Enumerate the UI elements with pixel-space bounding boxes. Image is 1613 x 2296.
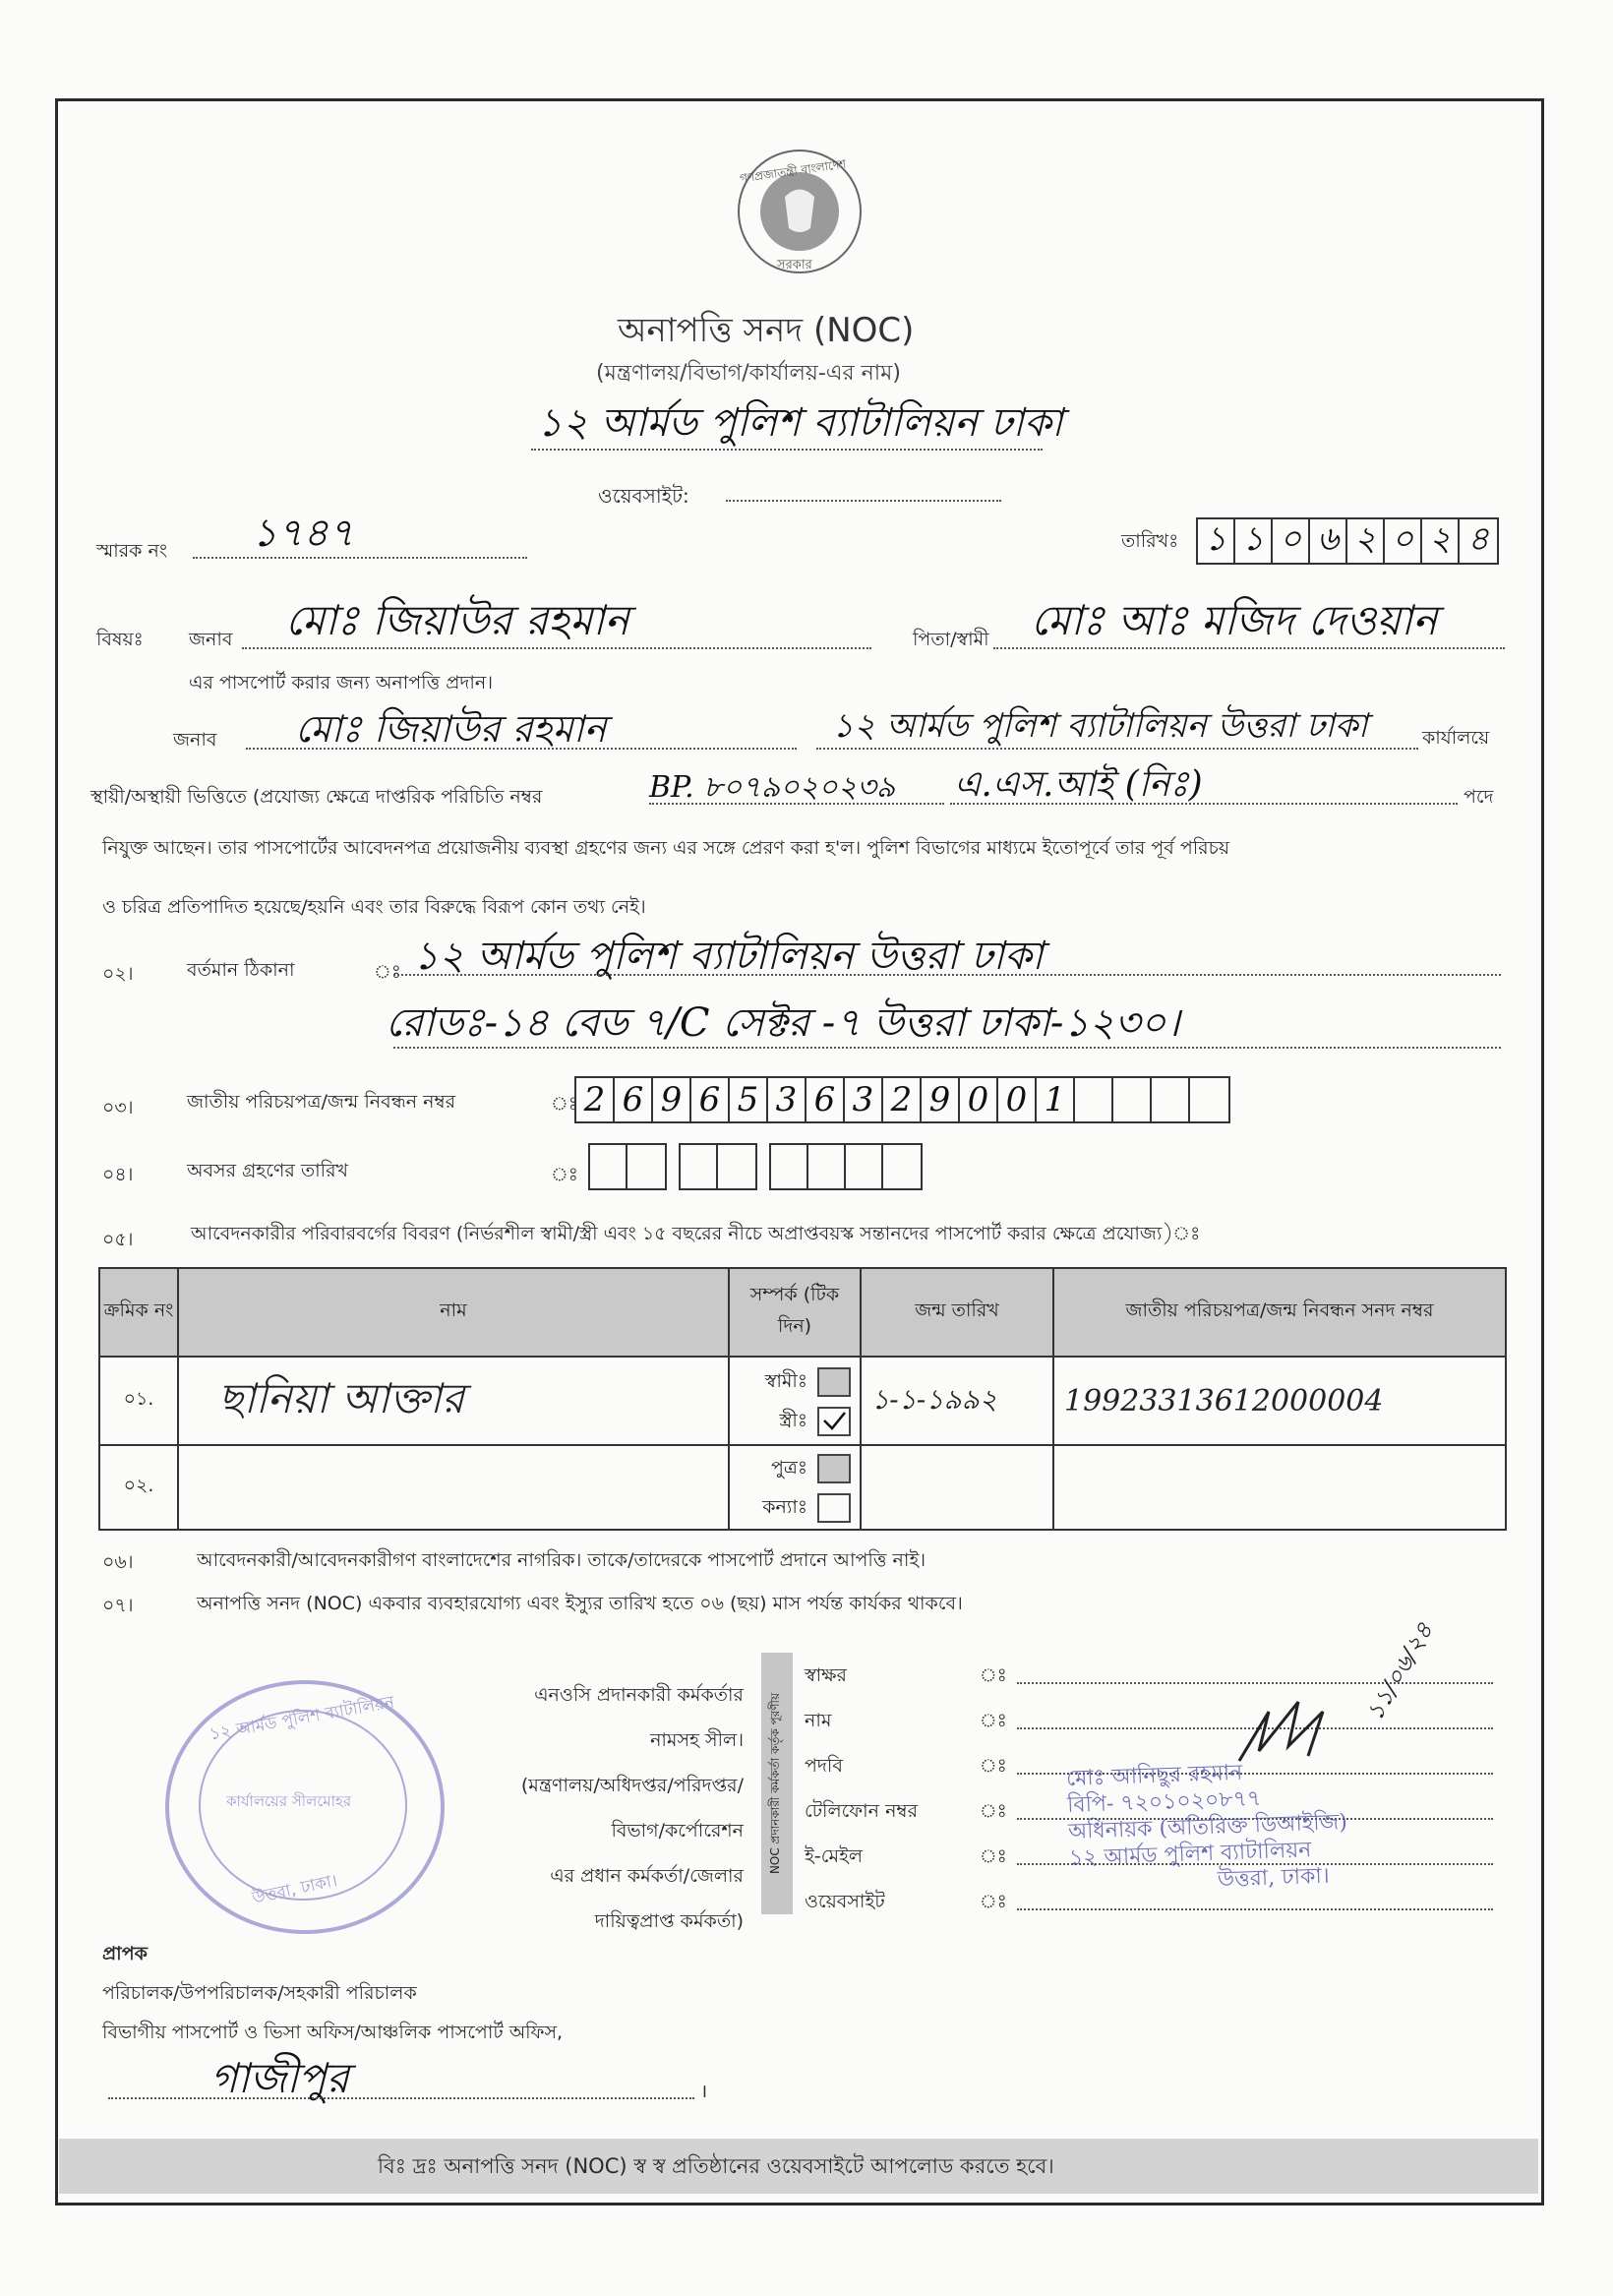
officer-left-line: দায়িত্বপ্রাপ্ত কর্মকর্তা) bbox=[594, 1910, 744, 1932]
date-digit: ০ bbox=[1385, 519, 1422, 563]
officer-vertical-band bbox=[761, 1653, 793, 1914]
nid-digit: 6 bbox=[806, 1078, 845, 1121]
field-website: ওয়েবসাইট ঃ bbox=[805, 1879, 1493, 1924]
nid-digit: 9 bbox=[653, 1078, 691, 1121]
father-name: মোঃ আঃ মজিদ দেওয়ান bbox=[1031, 596, 1438, 644]
family-table bbox=[98, 1267, 1507, 1531]
clause-6-text: আবেদনকারী/আবেদনকারীগণ বাংলাদেশের নাগরিক। তাকে/তাদেরকে পাসপোর্ট প্রদানে আপত্তি নাই। bbox=[197, 1549, 926, 1571]
footer-note: বিঃ দ্রঃ অনাপত্তি সনদ (NOC) স্ব স্ব প্রতিষ্ঠানের ওয়েবসাইটে আপলোড করতে হবে। bbox=[378, 2154, 1054, 2178]
nid-digit: 2 bbox=[883, 1078, 922, 1121]
checkmark-icon bbox=[819, 1409, 849, 1434]
nid-digit: 5 bbox=[730, 1078, 768, 1121]
officer-left-line: নামসহ সীল। bbox=[650, 1729, 744, 1751]
retire-year-box bbox=[769, 1143, 923, 1190]
office-name: ১২ আর্মড পুলিশ ব্যাটালিয়ন ঢাকা bbox=[537, 400, 1063, 446]
perm-text: স্থায়ী/অস্থায়ী ভিত্তিতে (প্রযোজ্য ক্ষেত্রে দাপ্তরিক পরিচিতি নম্বর bbox=[90, 786, 543, 808]
date-digit: ০ bbox=[1273, 519, 1310, 563]
stamp-line: মোঃ আনিছুর রহমান bbox=[1065, 1760, 1243, 1791]
row-sl: ০১. bbox=[99, 1357, 178, 1445]
retire-colon: ঃ bbox=[551, 1164, 578, 1185]
son-checkbox[interactable] bbox=[817, 1454, 851, 1483]
stamp-line: অধিনায়ক (অতিরিক্ত ডিআইজি) bbox=[1067, 1810, 1348, 1844]
col-sl: ক্রমিক নং bbox=[99, 1268, 178, 1357]
applicant-name-2: মোঃ জিয়াউর রহমান bbox=[295, 707, 607, 751]
subject-line2: এর পাসপোর্ট করার জন্য অনাপত্তি প্রদান। bbox=[189, 672, 494, 694]
clause-7-num: ০৭। bbox=[102, 1595, 134, 1616]
nid-num: ০৩। bbox=[102, 1097, 134, 1118]
field-name: নাম ঃ bbox=[805, 1698, 1493, 1743]
subject-label: বিষয়ঃ bbox=[96, 629, 144, 650]
stamp-line: বিপি- ৭২০১০২০৮৭৭ bbox=[1066, 1786, 1262, 1818]
table-row bbox=[99, 1357, 1506, 1445]
daughter-checkbox[interactable] bbox=[817, 1493, 851, 1523]
clause-7-text: অনাপত্তি সনদ (NOC) একবার ব্যবহারযোগ্য এবং ইস্যুর তারিখ হতে ০৬ (ছয়) মাস পর্যন্ত কার্যকর থাকবে। bbox=[197, 1593, 963, 1614]
col-nid: জাতীয় পরিচয়পত্র/জন্ম নিবন্ধন সনদ নম্বর bbox=[1053, 1268, 1506, 1357]
retire-month-box bbox=[679, 1143, 757, 1190]
recipient-city-line bbox=[108, 2097, 694, 2099]
address-colon: ঃ bbox=[374, 961, 401, 983]
row-sl: ০২. bbox=[99, 1445, 178, 1530]
designation: এ.এস.আই (নিঃ) bbox=[954, 764, 1203, 805]
nid-boxes bbox=[574, 1076, 1230, 1123]
designation-line bbox=[950, 803, 1458, 805]
official-id-line bbox=[649, 803, 944, 805]
nid-digit bbox=[1152, 1078, 1190, 1121]
col-relation: সম্পর্ক (টিক দিন) bbox=[729, 1268, 861, 1357]
mr-label: জনাব bbox=[189, 629, 233, 650]
seal-bottom-text: উত্তরা, ঢাকা। bbox=[250, 1871, 339, 1908]
para-1: নিযুক্ত আছেন। তার পাসপোর্টের আবেদনপত্র প্রয়োজনীয় ব্যবস্থা গ্রহণের জন্য এর সঙ্গে প্রেরণ করা হ'ল। পুলিশ বিভাগের মাধ্যমে ইতোপূর্বে তার পূর্ব পরিচয় bbox=[102, 837, 1230, 859]
seal-top-text: ১২ আর্মড পুলিশ ব্যাটালিয়ন bbox=[208, 1692, 396, 1745]
nid-digit: 0 bbox=[960, 1078, 998, 1121]
row-dob: ১-১-১৯৯২ bbox=[861, 1357, 1053, 1445]
memo-label: স্মারক নং bbox=[96, 540, 168, 562]
col-name: নাম bbox=[178, 1268, 729, 1357]
row-relation bbox=[729, 1445, 861, 1530]
address-line-1: ১২ আর্মড পুলিশ ব্যাটালিয়ন উত্তরা ঢাকা bbox=[413, 934, 1044, 979]
husband-checkbox[interactable] bbox=[817, 1367, 851, 1397]
nid-colon: ঃ bbox=[551, 1093, 578, 1115]
recipient-line-2: বিভাগীয় পাসপোর্ট ও ভিসা অফিস/আঞ্চলিক পাসপোর্ট অফিস, bbox=[102, 2022, 564, 2043]
recipient-end: । bbox=[700, 2081, 708, 2102]
row-nid: 19923313612000004 bbox=[1053, 1357, 1506, 1445]
date-boxes bbox=[1196, 517, 1499, 565]
wife-checkbox[interactable] bbox=[817, 1407, 851, 1436]
recipient-city: গাজীপুর bbox=[210, 2054, 349, 2102]
col-dob: জন্ম তারিখ bbox=[861, 1268, 1053, 1357]
clause-6-num: ০৬। bbox=[102, 1551, 134, 1573]
nid-digit: 6 bbox=[691, 1078, 730, 1121]
retire-num: ০৪। bbox=[102, 1164, 134, 1185]
family-label: আবেদনকারীর পরিবারবর্গের বিবরণ (নির্ভরশীল স্বামী/স্ত্রী এবং ১৫ বছরের নীচে অপ্রাপ্তবয়স্ক সন্তানদের পাসপোর্ট করার ক্ষেত্রে প্রযোজ্য)ঃ bbox=[191, 1223, 1201, 1244]
address-num: ০২। bbox=[102, 963, 134, 985]
father-name-line bbox=[993, 647, 1505, 649]
nid-digit: 3 bbox=[768, 1078, 806, 1121]
date-label: তারিখঃ bbox=[1121, 530, 1179, 552]
office-suffix: কার্যালয়ে bbox=[1422, 727, 1490, 749]
table-row bbox=[99, 1445, 1506, 1530]
officer-left-line: (মন্ত্রণালয়/অধিদপ্তর/পরিদপ্তর/ bbox=[520, 1775, 744, 1796]
officer-stamp bbox=[1066, 1756, 1349, 1899]
nid-digit: 2 bbox=[576, 1078, 615, 1121]
nid-label: জাতীয় পরিচয়পত্র/জন্ম নিবন্ধন নম্বর bbox=[187, 1091, 456, 1113]
family-table-header bbox=[99, 1268, 1506, 1357]
seal-mid-text: কার্যালয়ের সীলমোহর bbox=[226, 1792, 352, 1810]
office-name-line bbox=[531, 449, 1043, 451]
office-name-2-line bbox=[816, 748, 1418, 750]
address-label: বর্তমান ঠিকানা bbox=[187, 959, 295, 981]
row-name bbox=[178, 1445, 729, 1530]
nid-digit bbox=[1075, 1078, 1113, 1121]
officer-left-line: বিভাগ/কর্পোরেশন bbox=[611, 1820, 744, 1842]
rel-husband-label: স্বামীঃ bbox=[764, 1370, 807, 1392]
retire-day-box bbox=[588, 1143, 667, 1190]
recipient-label: প্রাপক bbox=[102, 1943, 148, 1964]
memo-number: ১৭৪৭ bbox=[252, 511, 354, 556]
office-seal bbox=[165, 1680, 445, 1934]
stamp-line: ১২ আর্মড পুলিশ ব্যাটালিয়ন bbox=[1068, 1838, 1312, 1871]
applicant-name: মোঃ জিয়াউর রহমান bbox=[285, 596, 629, 644]
nid-digit: 3 bbox=[845, 1078, 883, 1121]
nid-digit: 6 bbox=[615, 1078, 653, 1121]
nid-digit bbox=[1190, 1078, 1228, 1121]
date-digit: ২ bbox=[1347, 519, 1385, 563]
emblem-top-text: গণপ্রজাতন্ত্রী বাংলাদেশ bbox=[739, 156, 848, 186]
signature-date: ১১/০৬/২৪ bbox=[1360, 1617, 1439, 1725]
officer-vertical-label: NOC প্রদানকারী কর্মকর্তা কর্তৃক পূরণীয় bbox=[768, 1692, 783, 1875]
field-telephone: টেলিফোন নম্বর ঃ bbox=[805, 1788, 1493, 1834]
rel-son-label: পুত্রঃ bbox=[771, 1457, 807, 1479]
mr-label-2: জনাব bbox=[173, 729, 217, 751]
memo-line bbox=[193, 557, 527, 559]
date-digit: ২ bbox=[1422, 519, 1460, 563]
office-name-2: ১২ আর্মড পুলিশ ব্যাটালিয়ন উত্তরা ঢাকা bbox=[832, 706, 1368, 746]
official-id: BP. ৮০৭৯০২০২৩৯ bbox=[649, 770, 896, 805]
address-line-1-rule bbox=[393, 974, 1501, 976]
row-relation bbox=[729, 1357, 861, 1445]
rel-daughter-label: কন্যাঃ bbox=[762, 1496, 807, 1518]
officer-left-line: এর প্রধান কর্মকর্তা/জেলার bbox=[550, 1865, 744, 1887]
emblem-bottom-text: সরকার bbox=[777, 258, 812, 272]
nid-digit: 9 bbox=[922, 1078, 960, 1121]
retire-label: অবসর গ্রহণের তারিখ bbox=[187, 1160, 349, 1181]
nid-digit: 1 bbox=[1037, 1078, 1075, 1121]
rel-wife-label: স্ত্রীঃ bbox=[779, 1410, 807, 1431]
website-label: ওয়েবসাইট: bbox=[598, 484, 689, 508]
address-line-2: রোডঃ-১৪ বেড ৭/C সেক্টর -৭ উত্তরা ঢাকা-১২৩০। bbox=[386, 1000, 1180, 1046]
field-email: ই-মেইল ঃ bbox=[805, 1834, 1493, 1879]
date-digit: ১ bbox=[1235, 519, 1273, 563]
row-name: ছানিয়া আক্তার bbox=[178, 1357, 729, 1445]
date-digit: ৬ bbox=[1310, 519, 1347, 563]
stamp-line: উত্তরা, ঢাকা। bbox=[1217, 1863, 1331, 1893]
website-line bbox=[726, 500, 1001, 502]
nid-digit: 0 bbox=[998, 1078, 1037, 1121]
row-dob bbox=[861, 1445, 1053, 1530]
para-2: ও চরিত্র প্রতিপাদিত হয়েছে/হয়নি এবং তার বিরুদ্ধে বিরূপ কোন তথ্য নেই। bbox=[102, 896, 646, 918]
page-title: অনাপত্তি সনদ (NOC) bbox=[618, 311, 915, 350]
post-suffix: পদে bbox=[1464, 786, 1494, 808]
officer-left-line: এনওসি প্রদানকারী কর্মকর্তার bbox=[534, 1684, 744, 1706]
applicant-name-2-line bbox=[246, 748, 797, 750]
address-line-2-rule bbox=[393, 1047, 1501, 1049]
field-signature: স্বাক্ষর ঃ bbox=[805, 1653, 1493, 1698]
field-designation: পদবি ঃ bbox=[805, 1743, 1493, 1788]
retire-date-boxes bbox=[588, 1143, 923, 1190]
family-num: ০৫। bbox=[102, 1229, 134, 1250]
officer-left-block bbox=[482, 1672, 744, 1944]
page-subtitle: (মন্ত্রণালয়/বিভাগ/কার্যালয়-এর নাম) bbox=[596, 361, 901, 386]
recipient-line-1: পরিচালক/উপপরিচালক/সহকারী পরিচালক bbox=[102, 1982, 417, 2004]
nid-digit bbox=[1113, 1078, 1152, 1121]
father-label: পিতা/স্বামী bbox=[913, 629, 989, 650]
applicant-name-line bbox=[242, 647, 871, 649]
date-digit: ৪ bbox=[1466, 518, 1490, 559]
date-digit: ১ bbox=[1198, 519, 1235, 563]
row-nid bbox=[1053, 1445, 1506, 1530]
